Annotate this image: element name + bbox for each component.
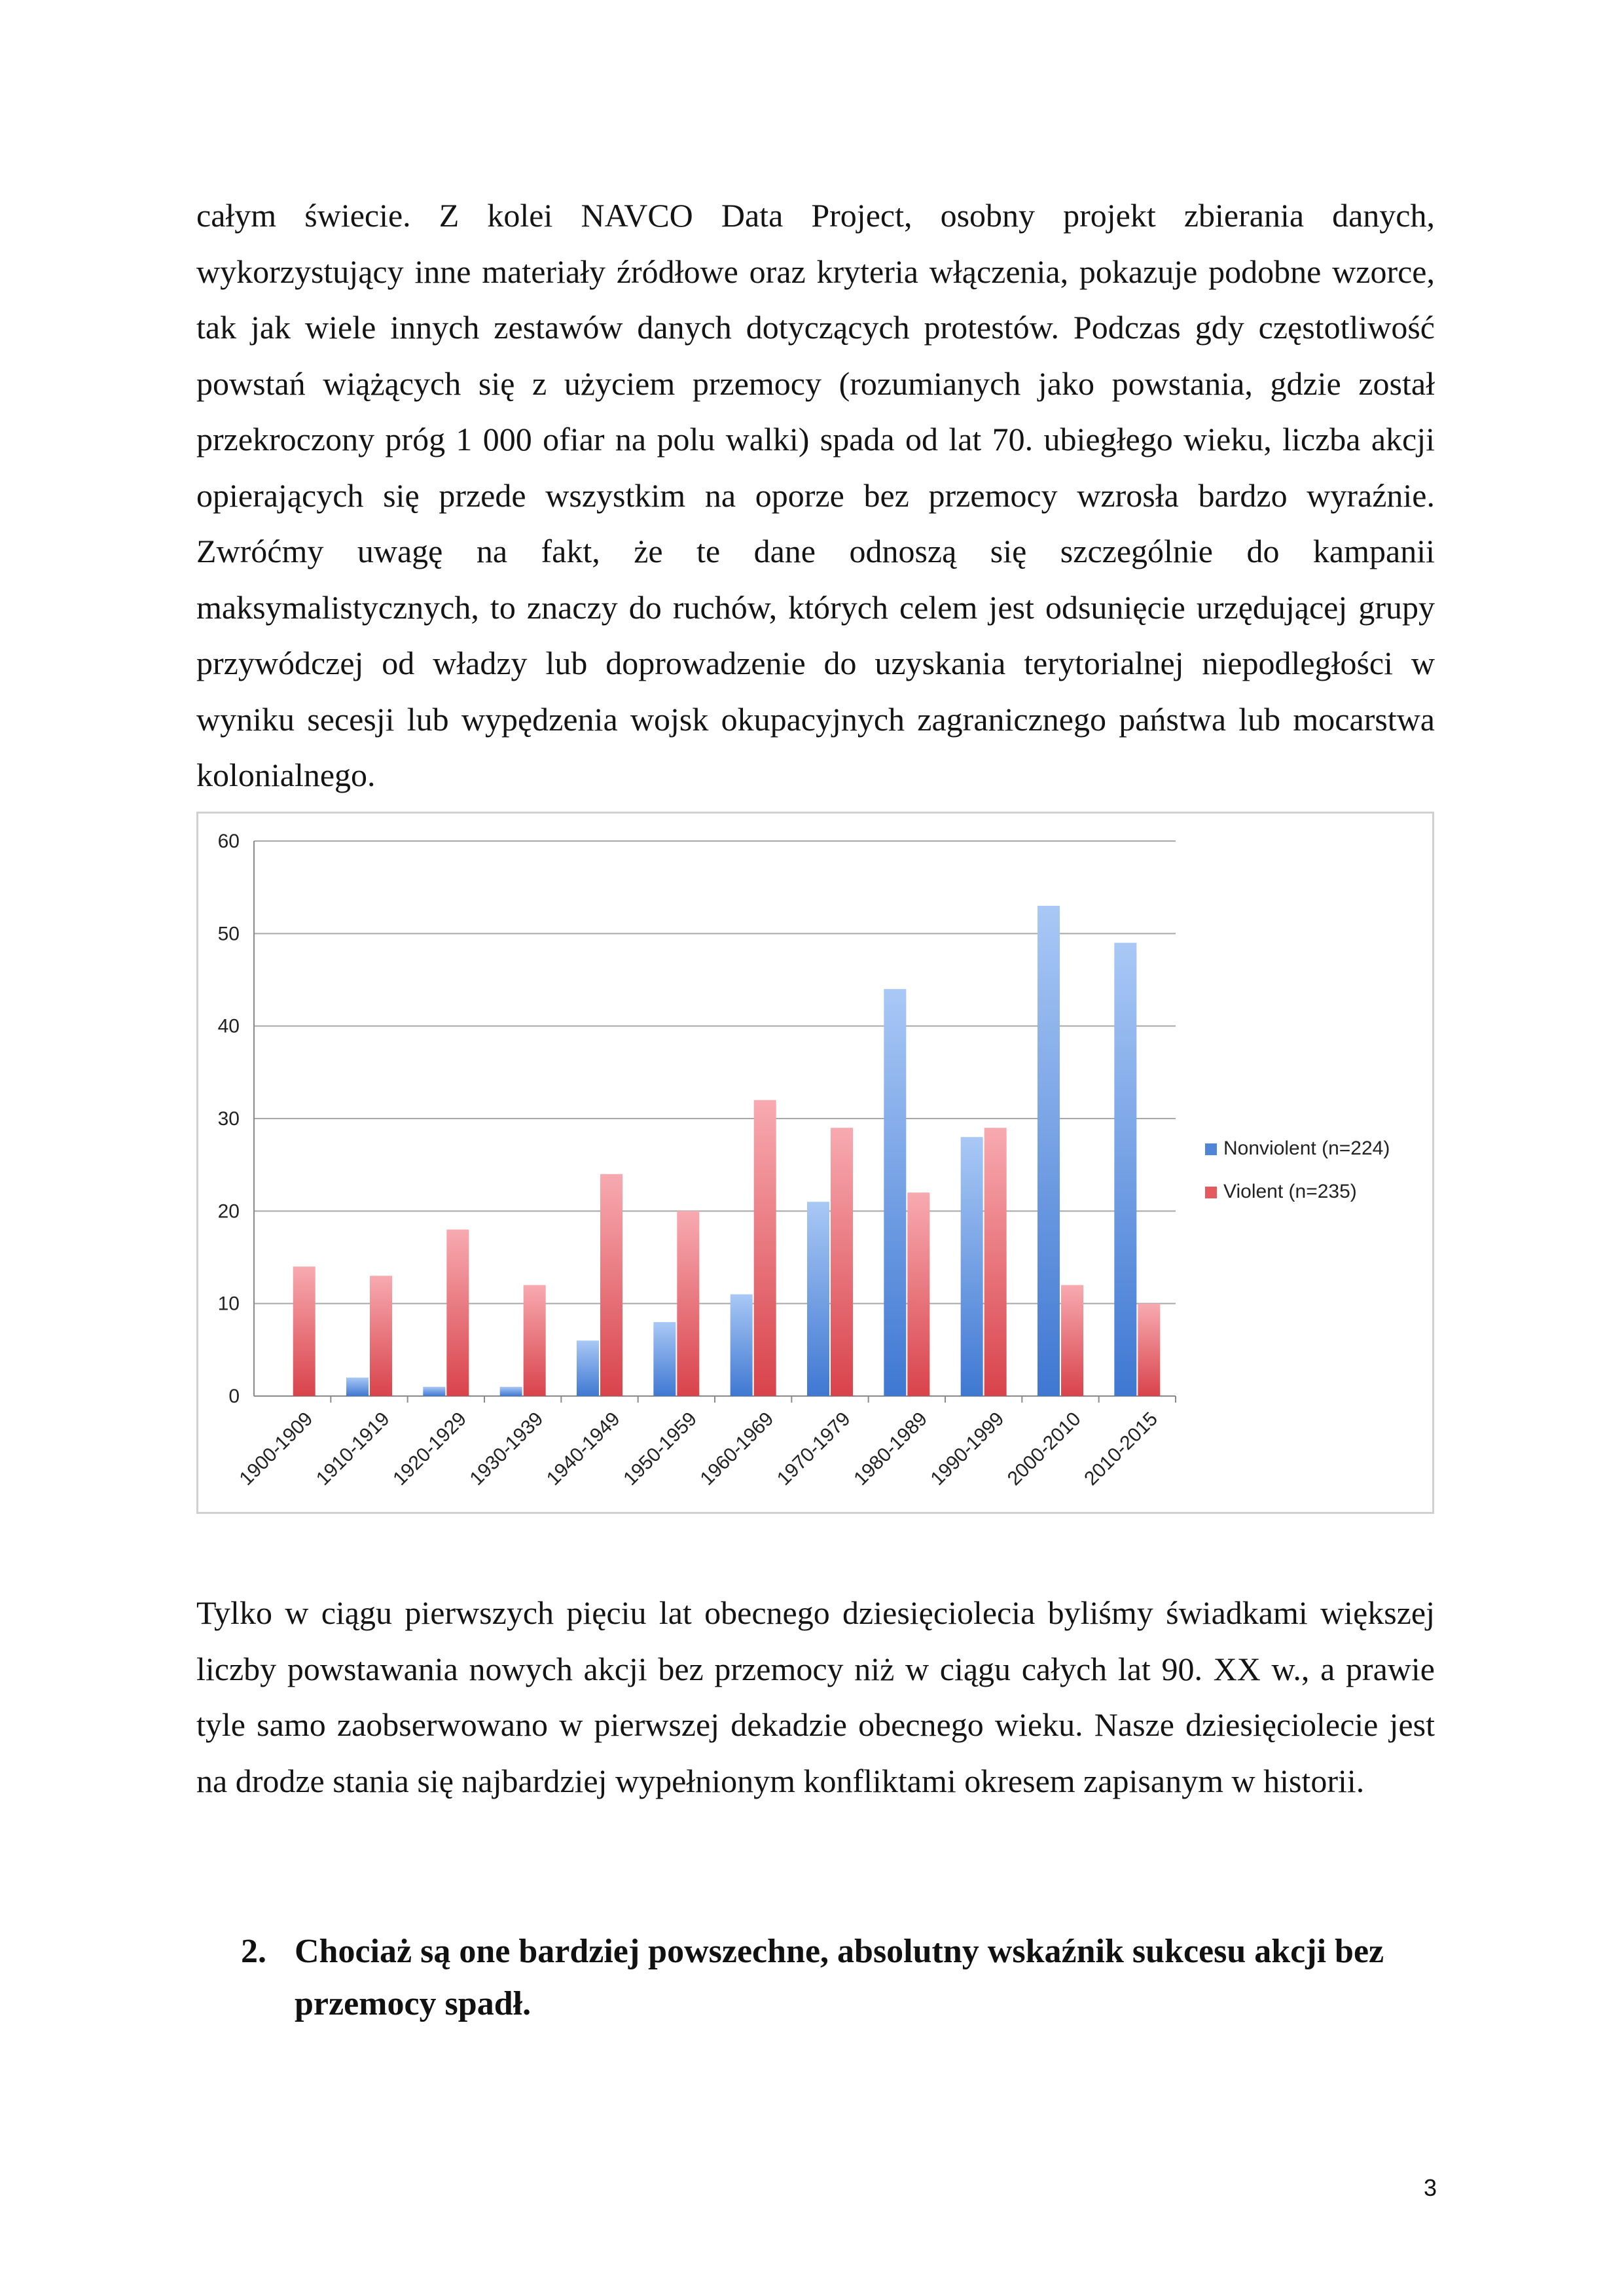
page-number: 3 [1423,2174,1437,2201]
bar-violent [831,1128,853,1396]
bar-nonviolent [346,1378,369,1396]
bar-nonviolent [500,1387,522,1396]
bar-violent [446,1230,469,1396]
x-tick-label: 1930-1939 [465,1408,548,1490]
legend [1205,1138,1390,1202]
legend-label: Nonviolent (n=224) [1223,1138,1390,1159]
y-tick-label: 20 [217,1200,240,1223]
bar-violent [1138,1304,1160,1396]
legend-swatch [1205,1143,1217,1155]
bar-nonviolent [423,1387,445,1396]
x-tick-label: 1960-1969 [696,1408,778,1490]
x-axis-ticks [236,1408,1162,1490]
x-tick-label: 1920-1929 [389,1408,471,1490]
bar-violent [524,1285,546,1396]
y-tick-label: 40 [217,1015,240,1037]
bar-violent [907,1193,929,1396]
y-tick-label: 30 [217,1108,240,1130]
x-tick-label: 1910-1919 [312,1408,394,1490]
x-tick-label: 2000-2010 [1003,1408,1085,1490]
x-tick-label: 1980-1989 [850,1408,931,1490]
y-axis-ticks [218,831,240,1407]
bar-violent [370,1276,392,1396]
bar-nonviolent [653,1322,676,1396]
body-paragraph: całym świecie. Z kolei NAVCO Data Project, osobny projekt zbierania danych, wykorzystujący inne materiały źródłowe oraz kryteria włączenia, pokazuje podobne wzorce, tak jak wiele innych zestawów danych dotyczących protestów. Podczas gdy częstotliwość powstań wiążących się z użyciem przemocy (rozumianych jako powstania, gdzie został przekroczony próg 1 000 ofiar na polu walki) spada od lat 70. ubiegłego wieku, liczba akcji opierających się przede wszystkim na oporze bez przemocy wzrosła bardzo wyraźnie. Zwróćmy uwagę na fakt, że te dane odnoszą się szczególnie do kampanii maksymalistycznych, to znaczy do ruchów, których celem jest odsunięcie urzędującej grupy przywódczej od władzy lub doprowadzenie do uzyskania terytorialnej niepodległości w wyniku secesji lub wypędzenia wojsk okupacyjnych zagranicznego państwa lub mocarstwa kolonialnego. [196,197,1435,793]
heading-text: Chociaż są one bardziej powszechne, absolutny wskaźnik sukcesu akcji bez przemocy spadł. [295,1933,1384,2022]
y-tick-label: 0 [228,1386,240,1407]
heading-number: 2. [241,1933,266,1970]
y-tick-label: 10 [217,1293,240,1315]
y-tick-label: 50 [217,923,240,945]
bar-violent [677,1211,699,1396]
bar-violent [1061,1285,1083,1396]
y-tick-label: 60 [217,831,240,852]
bar-nonviolent [961,1137,983,1396]
bar-chart [196,812,1434,1514]
x-tick-label: 1970-1979 [772,1408,855,1490]
bar-nonviolent [731,1295,753,1396]
x-tick-label: 2010-2015 [1080,1408,1162,1490]
bar-violent [293,1266,316,1396]
bar-nonviolent [807,1202,829,1396]
bars [293,906,1161,1396]
bar-violent [600,1174,623,1396]
bar-nonviolent [1114,942,1136,1396]
bar-violent [984,1128,1007,1396]
x-tick-label: 1900-1909 [235,1408,317,1490]
section-heading [241,1926,1452,2030]
legend-swatch [1205,1187,1217,1198]
bar-nonviolent [884,989,906,1396]
x-tick-label: 1950-1959 [619,1408,701,1490]
x-tick-label: 1990-1999 [926,1408,1009,1490]
bar-violent [754,1100,776,1396]
gridlines [254,841,1176,1403]
body-paragraph-2: Tylko w ciągu pierwszych pięciu lat obecnego dziesięciolecia byliśmy świadkami większej liczby powstawania nowych akcji bez przemocy niż w ciągu całych lat 90. XX w., a prawie tyle samo zaobserwowano w pierwszej dekadzie obecnego wieku. Nasze dziesięciolecie jest na drodze stania się najbardziej wypełnionym konfliktami okresem zapisanym w historii. [196,1594,1435,1799]
x-tick-label: 1940-1949 [542,1408,624,1490]
bar-nonviolent [577,1340,599,1396]
legend-label: Violent (n=235) [1223,1181,1357,1202]
chart-canvas [198,814,1432,1512]
bar-nonviolent [1038,906,1060,1396]
